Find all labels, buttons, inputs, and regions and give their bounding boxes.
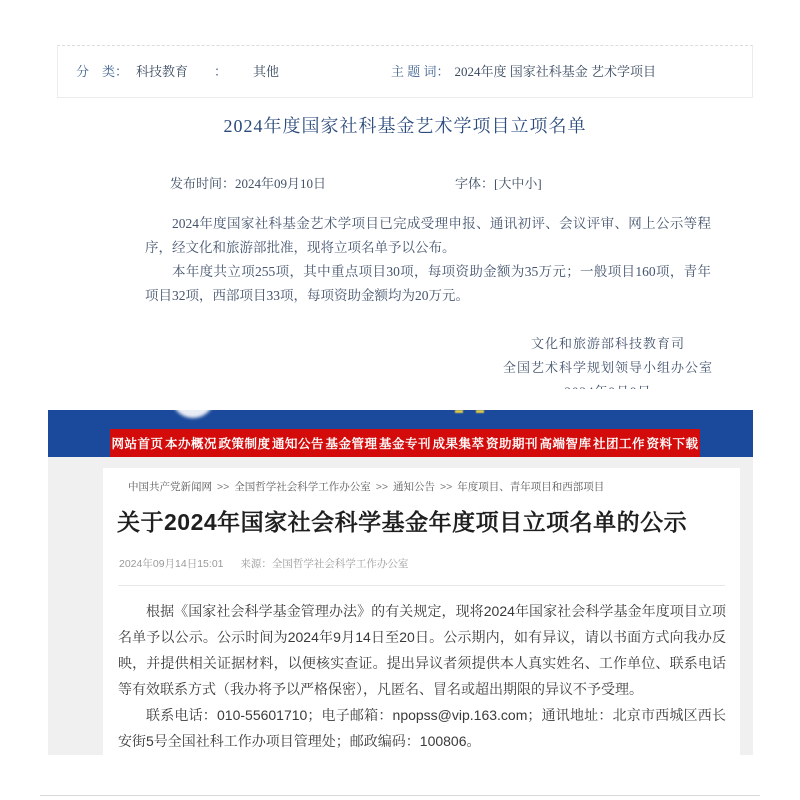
category-row bbox=[76, 46, 279, 97]
article-paragraph: 联系电话：010-55601710；电子邮箱：npopss@vip.163.com；通讯地址：北京市西城区西长安街5号全国社科工作办项目管理处；邮政编码：100806。 bbox=[118, 707, 726, 749]
nav-item[interactable]: 资料下载 bbox=[646, 437, 699, 451]
main-nav bbox=[110, 429, 700, 457]
site-banner bbox=[48, 410, 753, 457]
article-date: 2024年09月14日15:01 bbox=[119, 558, 224, 570]
nav-item[interactable]: 社团工作 bbox=[592, 437, 645, 451]
nav-item[interactable]: 本办概况 bbox=[164, 437, 217, 451]
nav-item[interactable]: 资助期刊 bbox=[485, 437, 538, 451]
article-source bbox=[240, 558, 408, 570]
subject-keywords-link[interactable]: 2024年度 国家社科基金 艺术学项目 bbox=[454, 64, 657, 79]
breadcrumb bbox=[118, 479, 604, 494]
article-body bbox=[118, 598, 726, 754]
document-paragraph: 2024年度国家社科基金艺术学项目已完成受理申报、通讯初评、会议评审、网上公示等程序，经文化和旅游部批准，现将立项名单予以公布。 bbox=[145, 216, 711, 255]
breadcrumb-item bbox=[118, 481, 212, 493]
breadcrumb-item bbox=[212, 481, 371, 493]
article-meta bbox=[119, 556, 408, 571]
signature-org-1: 文化和旅游部科技教育司 bbox=[530, 336, 685, 351]
subject-label: 主 题 词： bbox=[391, 64, 450, 79]
logo-circle-partial-icon bbox=[171, 410, 215, 418]
divider bbox=[118, 585, 725, 586]
document-paragraph: 本年度共立项255项，其中重点项目30项，每项资助金额为35万元；一般项目160项，青年项目32项，西部项目33项，每项资助金额均为20万元。 bbox=[145, 264, 711, 303]
subject-row bbox=[391, 46, 656, 97]
document-title: 2024年度国家社科基金艺术学项目立项名单 bbox=[223, 116, 587, 136]
breadcrumb-separator: >> bbox=[217, 481, 230, 493]
article-card bbox=[103, 468, 740, 755]
breadcrumb-item bbox=[371, 481, 435, 493]
nav-item[interactable]: 成果集萃 bbox=[432, 437, 485, 451]
breadcrumb-item bbox=[435, 481, 604, 493]
npopss-webpage bbox=[48, 389, 753, 800]
breadcrumb-link[interactable]: 中国共产党新闻网 bbox=[128, 481, 212, 493]
category-separator: ： bbox=[214, 64, 228, 79]
source-label: 来源： bbox=[240, 558, 272, 570]
publish-time-value: 2024年09月10日 bbox=[235, 176, 327, 191]
gov-document-page bbox=[57, 40, 753, 400]
breadcrumb-link[interactable]: 全国哲学社会科学工作办公室 bbox=[234, 481, 371, 493]
nav-item[interactable]: 基金专刊 bbox=[378, 437, 431, 451]
signature-org-2: 全国艺术科学规划领导小组办公室 bbox=[502, 360, 713, 375]
classification-box bbox=[57, 45, 753, 98]
nav-item[interactable]: 政策制度 bbox=[218, 437, 271, 451]
article-paragraph: 根据《国家社会科学基金管理办法》的有关规定，现将2024年国家社会科学基金年度项目立项名单予以公示。公示时间为2024年9月14日至20日。公示期内，如有异议，请以书面方式向我办反映，并提供相关证据材料，以便核实查证。提出异议者须提供本人真实姓名、工作单位、联系电话等有效联系方式（我办将予以严格保密），凡匿名、冒名或超出期限的异议不予受理。 bbox=[118, 603, 726, 697]
breadcrumb-link[interactable]: 通知公告 bbox=[393, 481, 436, 493]
page-background bbox=[48, 457, 753, 755]
publish-time-label: 发布时间： bbox=[170, 176, 236, 191]
category-value2-link[interactable]: 其他 bbox=[253, 64, 280, 79]
font-size-options[interactable]: [大中小] bbox=[494, 176, 542, 191]
breadcrumb-separator: >> bbox=[440, 481, 453, 493]
nav-item[interactable]: 网站首页 bbox=[111, 437, 164, 451]
category-value-link[interactable]: 科技教育 bbox=[136, 64, 189, 79]
document-body bbox=[145, 212, 711, 308]
breadcrumb-separator: >> bbox=[375, 481, 389, 493]
breadcrumb-link[interactable]: 年度项目、青年项目和西部项目 bbox=[457, 481, 605, 493]
nav-item[interactable]: 基金管理 bbox=[325, 437, 378, 451]
nav-item[interactable]: 高端智库 bbox=[539, 437, 592, 451]
font-size-label: 字体： bbox=[455, 176, 495, 191]
article-title: 关于2024年国家社会科学基金年度项目立项名单的公示 bbox=[117, 509, 688, 535]
publish-time bbox=[170, 173, 326, 192]
article-source-link[interactable]: 全国哲学社会科学工作办公室 bbox=[271, 558, 409, 570]
font-size-control[interactable] bbox=[455, 173, 542, 192]
banner-text-fragment bbox=[476, 410, 484, 413]
banner-text-fragment bbox=[455, 410, 463, 413]
nav-item[interactable]: 通知公告 bbox=[271, 437, 324, 451]
category-label: 分 类： bbox=[76, 64, 129, 79]
bottom-divider bbox=[40, 795, 760, 796]
